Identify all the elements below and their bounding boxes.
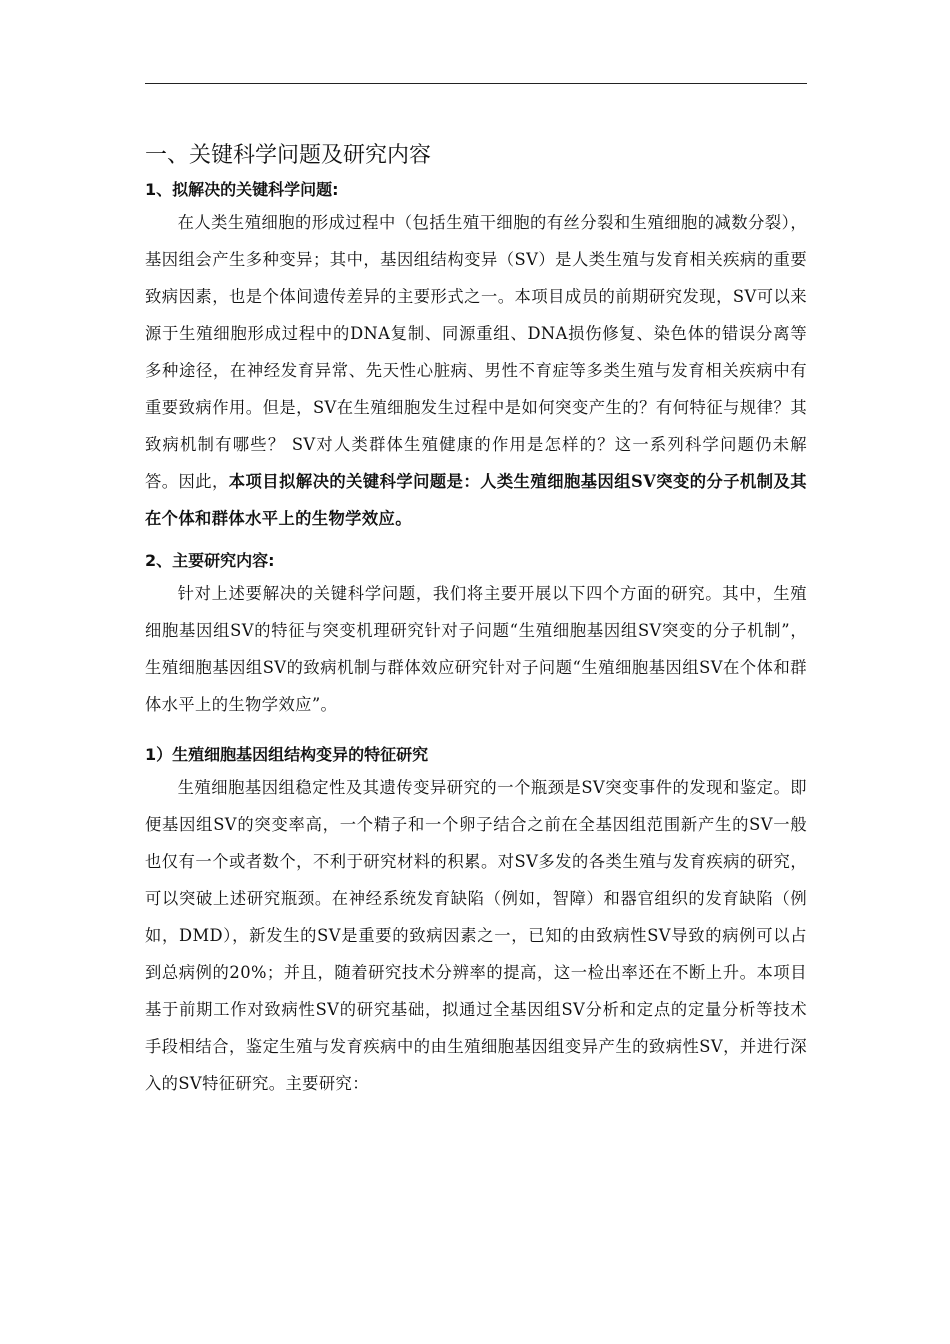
paragraph-research-content: 针对上述要解决的关键科学问题，我们将主要开展以下四个方面的研究。其中，生殖细胞基因组SV的特征与突变机理研究针对子问题“生殖细胞基因组SV突变的分子机制”，生殖细胞基因组SV的致病机制与群体效应研究针对子问题“生殖细胞基因组SV在个体和群体水平上的生物学效应”。 <box>145 584 807 714</box>
header-rule <box>145 83 807 84</box>
paragraph-text: 在人类生殖细胞的形成过程中（包括生殖干细胞的有丝分裂和生殖细胞的减数分裂），基因组会产生多种变异；其中，基因组结构变异（SV）是人类生殖与发育相关疾病的重要致病因素，也是个体间遗传差异的主要形式之一。本项目成员的前期研究发现，SV可以来源于生殖细胞形成过程中的DNA复制、同源重组、DNA损伤修复、染色体的错误分离等多种途径，在神经发育异常、先天性心脏病、男性不育症等多类生殖与发育相关疾病中有重要致病作用。但是，SV在生殖细胞发生过程中是如何突变产生的？有何特征与规律？其致病机制有哪些？ SV对人类群体生殖健康的作用是怎样的？这一系列科学问题仍未解答。因此， <box>145 213 807 491</box>
section-heading: 一、关键科学问题及研究内容 <box>145 143 432 168</box>
subsection-title-key-questions: 1、拟解决的关键科学问题: <box>145 180 339 199</box>
paragraph-key-questions <box>145 204 807 537</box>
paragraph-sv-features: 生殖细胞基因组稳定性及其遗传变异研究的一个瓶颈是SV突变事件的发现和鉴定。即便基因组SV的突变率高，一个精子和一个卵子结合之前在全基因组范围新产生的SV一般也仅有一个或者数个，不利于研究材料的积累。对SV多发的各类生殖与发育疾病的研究，可以突破上述研究瓶颈。在神经系统发育缺陷（例如，智障）和器官组织的发育缺陷（例如，DMD），新发生的SV是重要的致病因素之一，已知的由致病性SV导致的病例可以占到总病例的20%；并且，随着研究技术分辨率的提高，这一检出率还在不断上升。本项目基于前期工作对致病性SV的研究基础，拟通过全基因组SV分析和定点的定量分析等技术手段相结合，鉴定生殖与发育疾病中的由生殖细胞基因组变异产生的致病性SV，并进行深入的SV特征研究。主要研究： <box>145 778 807 1093</box>
document-body <box>145 140 807 1102</box>
paragraph-bold-conclusion: 本项目拟解决的关键科学问题是：人类生殖细胞基因组SV突变的分子机制及其在个体和群体水平上的生物学效应。 <box>145 472 807 528</box>
subsection-title-research-content: 2、主要研究内容: <box>145 551 275 570</box>
subsection-title-sv-features: 1）生殖细胞基因组结构变异的特征研究 <box>145 745 429 764</box>
